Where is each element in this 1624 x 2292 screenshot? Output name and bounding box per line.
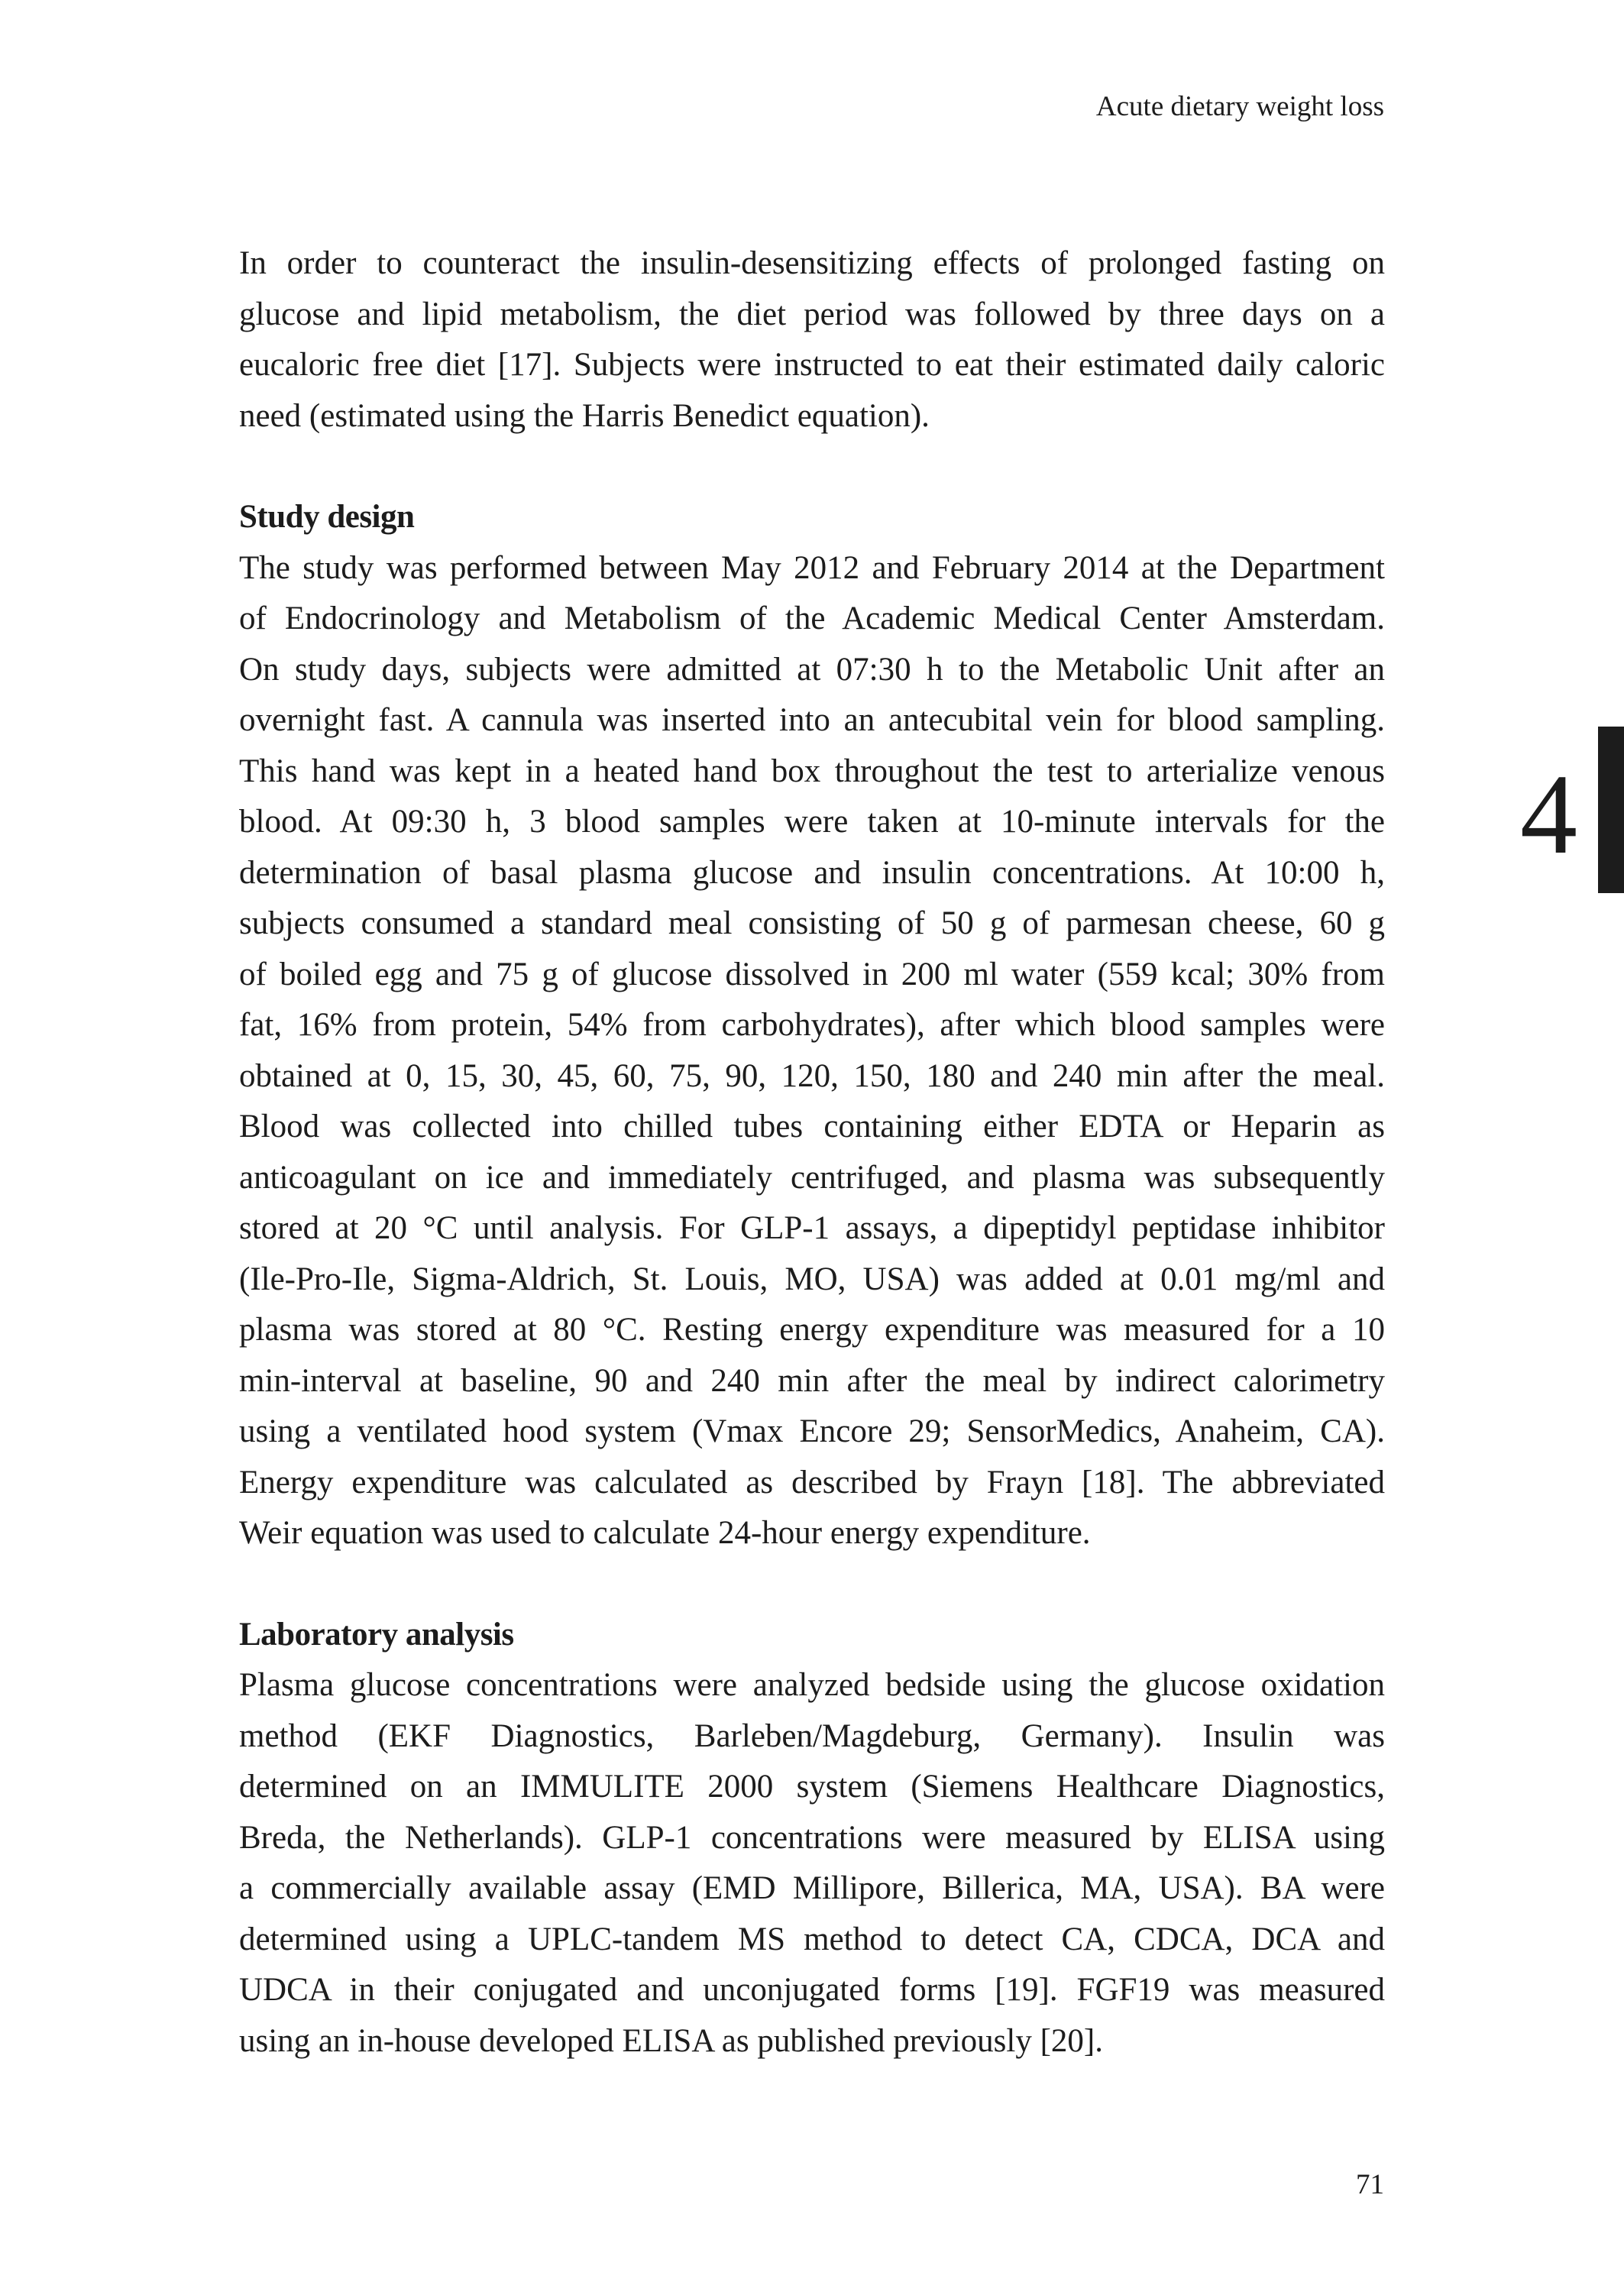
text-line: Energy expenditure was calculated as described by Frayn [18]. The abbreviated bbox=[239, 1464, 1385, 1500]
text-line: In order to counteract the insulin-desensitizing effects of prolonged fasting on bbox=[239, 245, 1385, 281]
text-line: method (EKF Diagnostics, Barleben/Magdeburg, Germany). Insulin was bbox=[239, 1717, 1385, 1754]
section-heading: Study design bbox=[239, 499, 415, 535]
text-line: glucose and lipid metabolism, the diet period was followed by three days on a bbox=[239, 296, 1385, 332]
text-line: blood. At 09:30 h, 3 blood samples were taken at 10-minute intervals for the bbox=[239, 804, 1385, 840]
text-line: anticoagulant on ice and immediately centrifuged, and plasma was subsequently bbox=[239, 1159, 1385, 1196]
text-line: of Endocrinology and Metabolism of the Academic Medical Center Amsterdam. bbox=[239, 601, 1385, 636]
text-line: determination of basal plasma glucose and insulin concentrations. At 10:00 h, bbox=[239, 854, 1385, 891]
text-line: determined on an IMMULITE 2000 system (Siemens Healthcare Diagnostics, bbox=[239, 1769, 1385, 1805]
chapter-tab bbox=[1506, 727, 1624, 895]
text-line: using an in-house developed ELISA as published previously [20]. bbox=[239, 2022, 1103, 2059]
text-line: using a ventilated hood system (Vmax Encore 29; SensorMedics, Anaheim, CA). bbox=[239, 1413, 1385, 1449]
text-line: obtained at 0, 15, 30, 45, 60, 75, 90, 120, 150, 180 and 240 min after the meal. bbox=[239, 1057, 1385, 1094]
body-text bbox=[239, 238, 1385, 2067]
text-line: fat, 16% from protein, 54% from carbohydrates), after which blood samples were bbox=[239, 1007, 1385, 1043]
text-line: (Ile-Pro-Ile, Sigma-Aldrich, St. Louis, MO, USA) was added at 0.01 mg/ml and bbox=[239, 1261, 1385, 1297]
text-line: overnight fast. A cannula was inserted into an antecubital vein for blood sampling. bbox=[239, 702, 1385, 738]
page-number: 71 bbox=[1356, 2169, 1384, 2200]
text-line: The study was performed between May 2012 and February 2014 at the Department bbox=[239, 549, 1385, 586]
text-line: a commercially available assay (EMD Millipore, Billerica, MA, USA). BA were bbox=[239, 1870, 1385, 1906]
text-line: of boiled egg and 75 g of glucose dissolved in 200 ml water (559 kcal; 30% from bbox=[239, 956, 1385, 992]
text-line: eucaloric free diet [17]. Subjects were instructed to eat their estimated daily caloric bbox=[239, 347, 1385, 383]
text-line: min-interval at baseline, 90 and 240 min after the meal by indirect calorimetry bbox=[239, 1362, 1385, 1399]
text-line: On study days, subjects were admitted at 07:30 h to the Metabolic Unit after an bbox=[239, 651, 1385, 688]
text-line: Weir equation was used to calculate 24-hour energy expenditure. bbox=[239, 1515, 1091, 1551]
section-study-design bbox=[239, 492, 1385, 1559]
text-line: need (estimated using the Harris Benedict equation). bbox=[239, 397, 930, 434]
chapter-bar-marker bbox=[1598, 727, 1624, 893]
text-line: This hand was kept in a heated hand box throughout the test to arterialize venous bbox=[239, 753, 1385, 789]
chapter-number: 4 bbox=[1520, 751, 1577, 878]
section-laboratory-analysis bbox=[239, 1610, 1385, 2067]
running-head-title: Acute dietary weight loss bbox=[1095, 91, 1384, 122]
text-line: Blood was collected into chilled tubes containing either EDTA or Heparin as bbox=[239, 1109, 1385, 1144]
section-spacer bbox=[239, 1559, 1385, 1610]
text-line: plasma was stored at 80 °C. Resting energy expenditure was measured for a 10 bbox=[239, 1312, 1385, 1348]
text-line: subjects consumed a standard meal consisting of 50 g of parmesan cheese, 60 g bbox=[239, 905, 1385, 941]
section-spacer bbox=[239, 442, 1385, 492]
text-line: Breda, the Netherlands). GLP-1 concentrations were measured by ELISA using bbox=[239, 1819, 1385, 1856]
text-line: stored at 20 °C until analysis. For GLP-1 assays, a dipeptidyl peptidase inhibitor bbox=[239, 1210, 1385, 1246]
paragraph-intro bbox=[239, 238, 1385, 442]
text-line: Plasma glucose concentrations were analyzed bedside using the glucose oxidation bbox=[239, 1667, 1385, 1703]
text-line: determined using a UPLC-tandem MS method to detect CA, CDCA, DCA and bbox=[239, 1921, 1385, 1957]
section-heading: Laboratory analysis bbox=[239, 1616, 514, 1653]
text-line: UDCA in their conjugated and unconjugated forms [19]. FGF19 was measured bbox=[239, 1972, 1385, 2008]
